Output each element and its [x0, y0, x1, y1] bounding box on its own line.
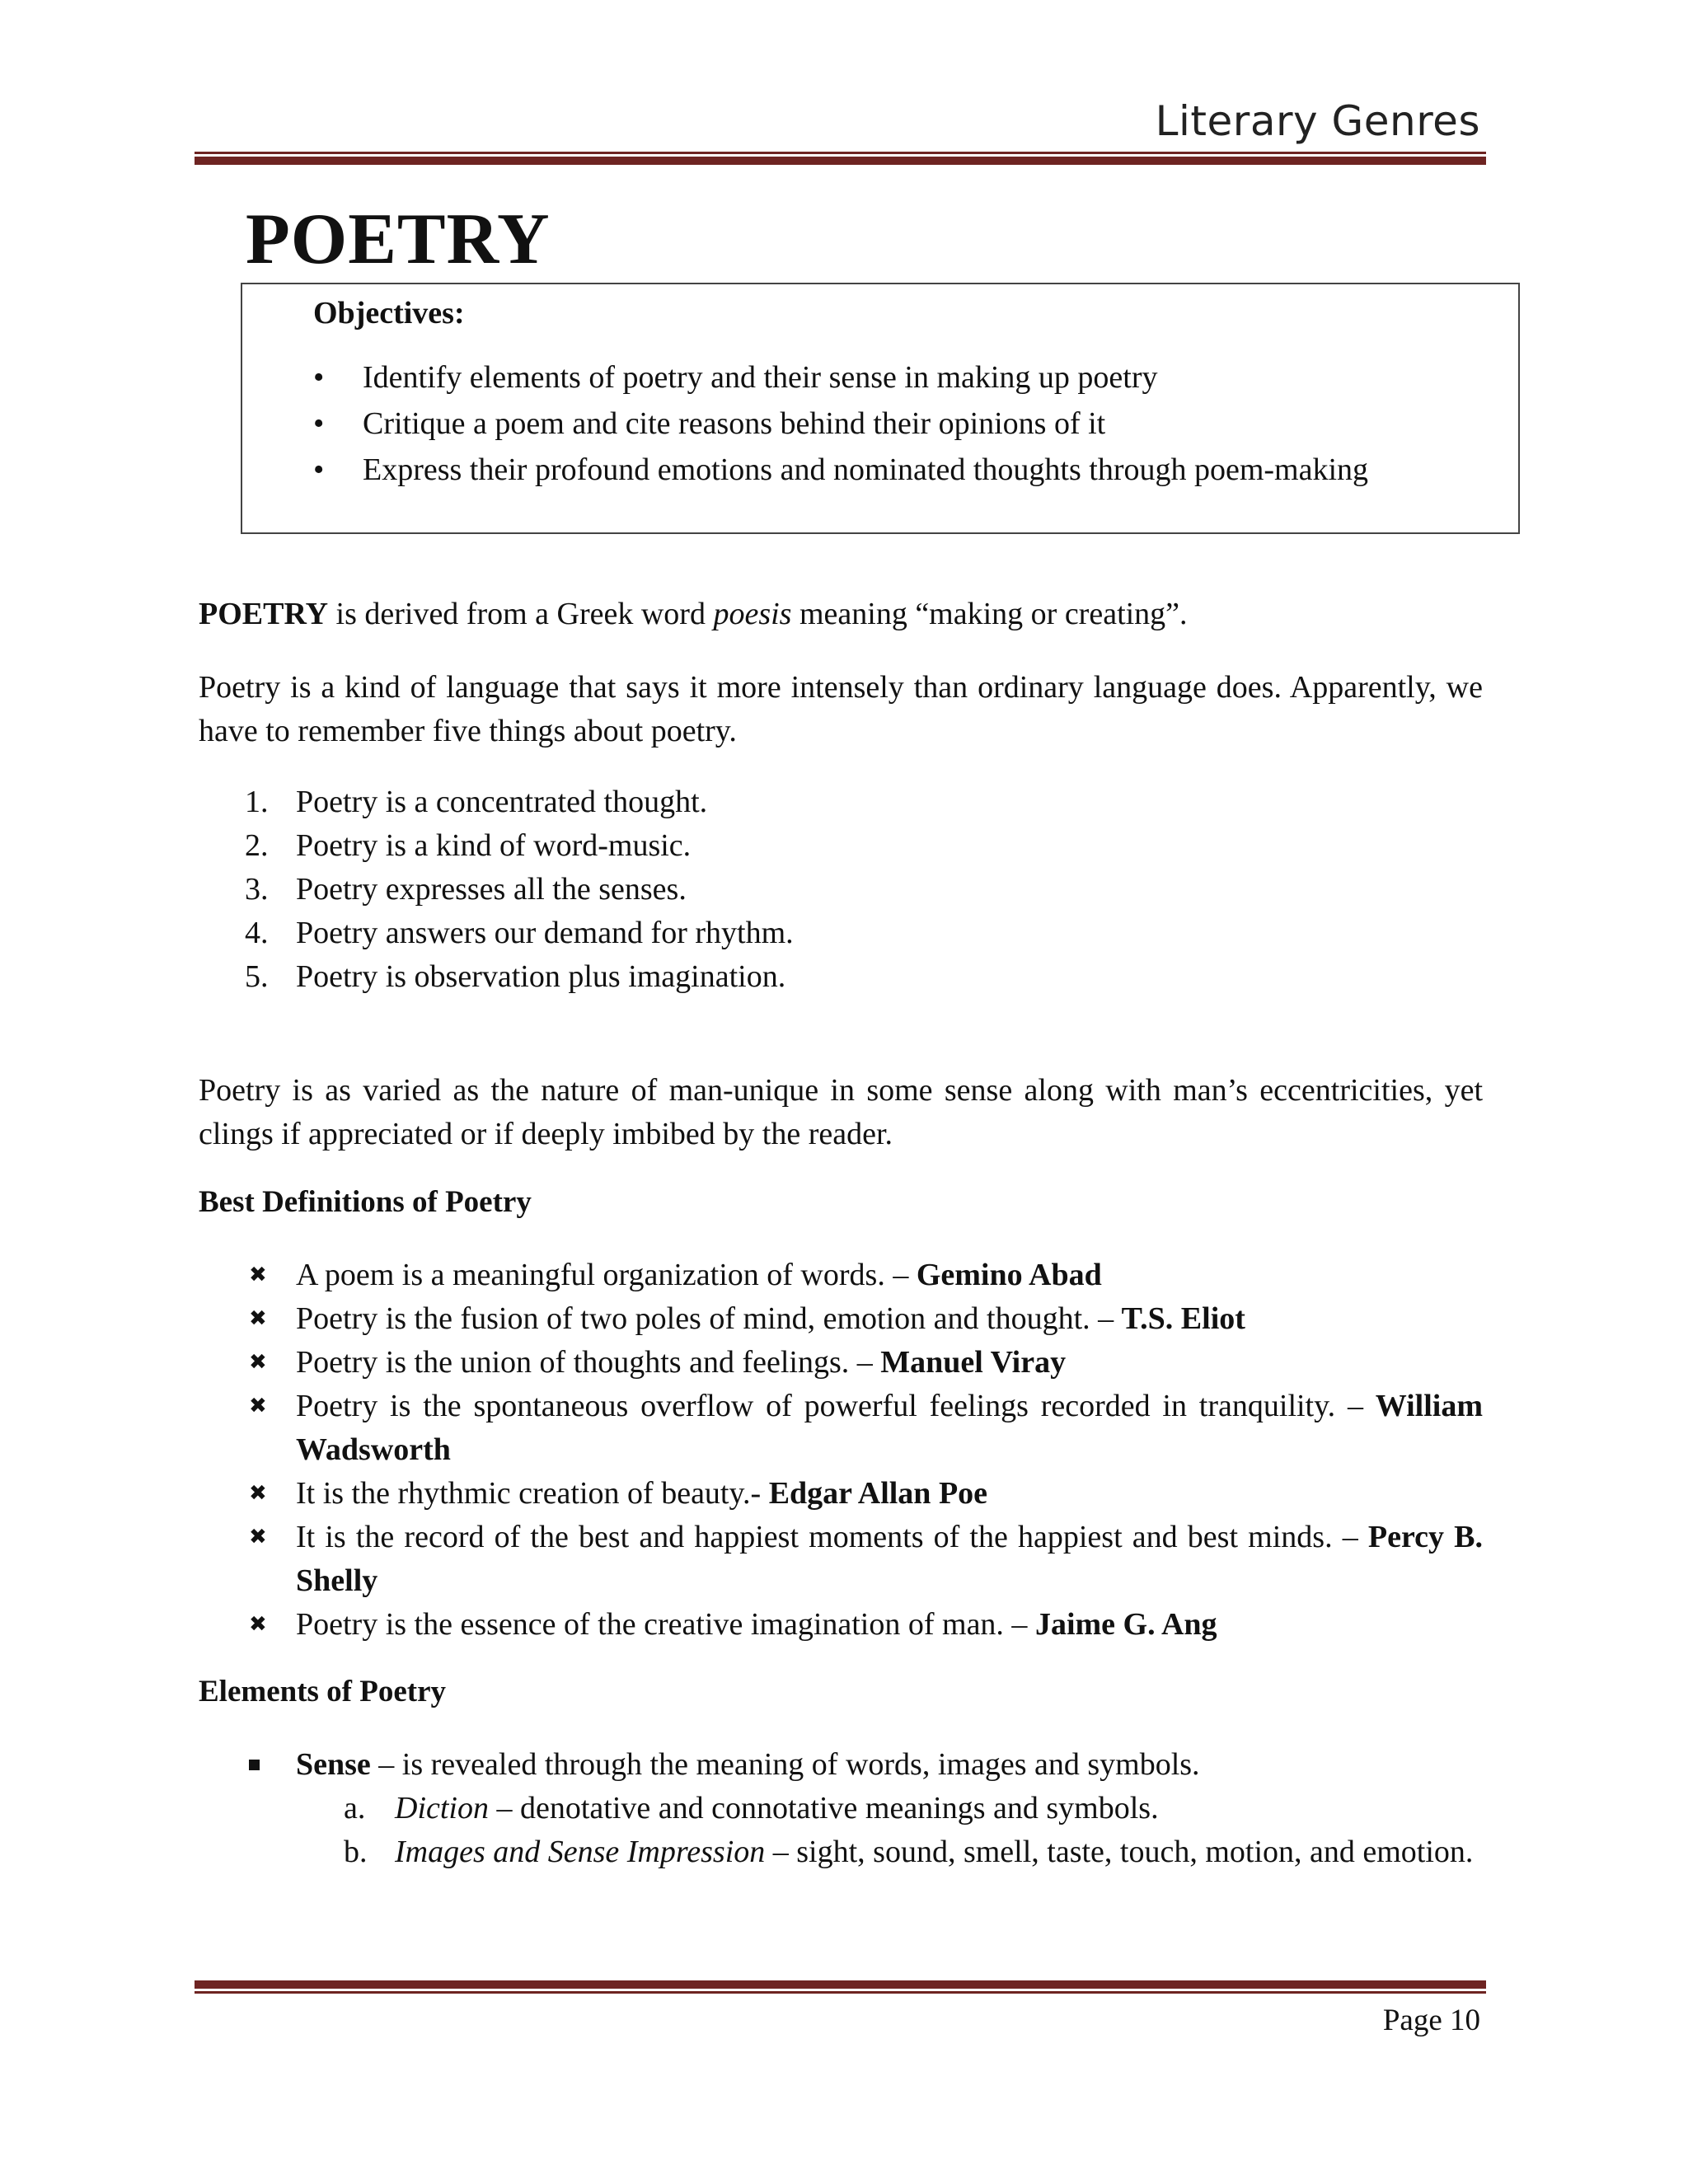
intro-italic-word: poesis — [713, 597, 792, 631]
header-rule — [195, 152, 1486, 165]
cross-mark-icon: ✖ — [249, 1612, 267, 1637]
element-item: Sense – is revealed through the meaning of words, images and symbols. a. Diction – denotative and connotative meanings and symbols. b. Images and Sense Impression – sight, sound, smell, taste, touch, motion, and emotion. — [249, 1743, 1483, 1874]
sub-item: b. Images and Sense Impression – sight, sound, smell, taste, touch, motion, and emotion. — [344, 1835, 1474, 1869]
objectives-label: Objectives: — [313, 296, 465, 330]
definition-item: ✖ Poetry is the spontaneous overflow of powerful feelings recorded in tranquility. – William Wadsworth — [249, 1385, 1483, 1472]
objective-item: • Express their profound emotions and nominated thoughts through poem-making — [313, 447, 1368, 493]
list-item: 4. Poetry answers our demand for rhythm. — [245, 916, 794, 950]
objective-item: • Critique a poem and cite reasons behind their opinions of it — [313, 401, 1368, 447]
bullet-icon: • — [313, 360, 325, 395]
bullet-icon: • — [313, 406, 325, 441]
running-header: Literary Genres — [1155, 97, 1480, 145]
paragraph-1: Poetry is a kind of language that says it more intensely than ordinary language does. Apparently, we have to remember five things about poetry. — [199, 670, 1483, 748]
cross-mark-icon: ✖ — [249, 1263, 267, 1287]
sub-item: a. Diction – denotative and connotative meanings and symbols. — [344, 1791, 1159, 1825]
list-item: 2. Poetry is a kind of word-music. — [245, 828, 692, 863]
intro-paragraph: POETRY is derived from a Greek word poesis meaning “making or creating”. — [199, 597, 1188, 631]
cross-mark-icon: ✖ — [249, 1306, 267, 1331]
page-title: POETRY — [246, 199, 551, 279]
cross-mark-icon: ✖ — [249, 1394, 267, 1418]
definitions-list — [249, 1254, 1483, 1647]
section-heading-elements: Elements of Poetry — [199, 1675, 447, 1708]
intro-term: POETRY — [199, 597, 329, 631]
definition-item: ✖ Poetry is the fusion of two poles of mind, emotion and thought. – T.S. Eliot — [249, 1297, 1483, 1341]
objectives-list — [313, 354, 1368, 493]
cross-mark-icon: ✖ — [249, 1481, 267, 1506]
objectives-box — [241, 283, 1520, 534]
list-item: 1. Poetry is a concentrated thought. — [245, 785, 708, 819]
definition-item: ✖ It is the rhythmic creation of beauty.- Edgar Allan Poe — [249, 1472, 1483, 1516]
definition-item: ✖ Poetry is the essence of the creative imagination of man. – Jaime G. Ang — [249, 1603, 1483, 1647]
square-bullet-icon — [249, 1760, 260, 1770]
definition-item: ✖ Poetry is the union of thoughts and feelings. – Manuel Viray — [249, 1341, 1483, 1385]
definition-item: ✖ It is the record of the best and happiest moments of the happiest and best minds. – Percy B. Shelly — [249, 1516, 1483, 1603]
page-number: Page 10 — [1382, 2004, 1480, 2037]
cross-mark-icon: ✖ — [249, 1525, 267, 1549]
cross-mark-icon: ✖ — [249, 1350, 267, 1375]
section-heading-definitions: Best Definitions of Poetry — [199, 1185, 532, 1219]
five-things-list — [245, 780, 794, 999]
element-sub-list — [296, 1787, 1483, 1874]
objective-item: • Identify elements of poetry and their sense in making up poetry — [313, 354, 1368, 401]
list-item: 5. Poetry is observation plus imagination. — [245, 959, 786, 994]
definition-item: ✖ A poem is a meaningful organization of words. – Gemino Abad — [249, 1254, 1483, 1297]
footer-rule — [195, 1980, 1486, 1994]
bullet-icon: • — [313, 452, 325, 487]
paragraph-2: Poetry is as varied as the nature of man-unique in some sense along with man’s eccentricities, yet clings if appreciated or if deeply imbibed by the reader. — [199, 1073, 1483, 1151]
elements-list — [249, 1743, 1483, 1874]
list-item: 3. Poetry expresses all the senses. — [245, 872, 687, 907]
